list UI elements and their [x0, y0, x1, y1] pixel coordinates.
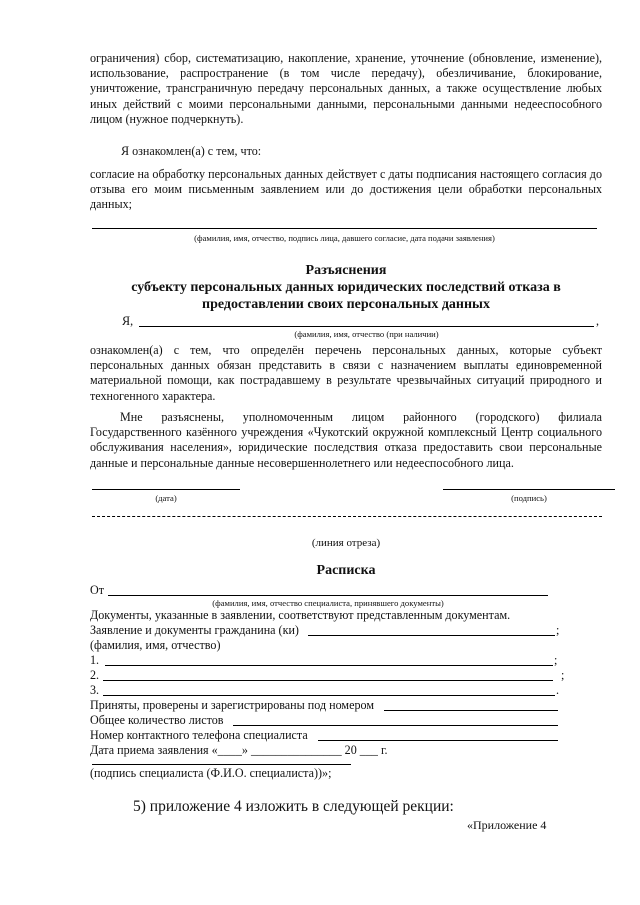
docs-match-row: Документы, указанные в заявлении, соответствуют представленным документам. — [90, 608, 511, 622]
registered-label: Приняты, проверены и зарегистрированы под номером — [90, 698, 374, 712]
application-label: Заявление и документы гражданина (ки) — [90, 623, 299, 637]
i-label: Я, — [122, 314, 134, 328]
doc-item-1-row — [90, 653, 570, 668]
signature-caption: (подпись) — [511, 493, 547, 503]
sheets-count-field[interactable] — [233, 725, 558, 726]
receipt-from-row — [90, 583, 570, 598]
explanations-subtitle-line-2: предоставлении своих персональных данных — [202, 297, 490, 312]
explanations-subtitle-line-1: субъекту персональных данных юридических последствий отказа в — [131, 280, 561, 295]
name-comma: , — [596, 314, 600, 328]
registration-number-field[interactable] — [384, 710, 558, 711]
consent-signature-line — [92, 228, 597, 229]
fio-label-row: (фамилия, имя, отчество) — [90, 638, 221, 652]
cut-dashed-line — [92, 516, 602, 517]
doc-item-1-end: ; — [554, 653, 558, 667]
application-row — [90, 623, 570, 638]
cut-line-label: (линия отреза) — [311, 537, 381, 549]
appendix-label: «Приложение 4 — [467, 818, 547, 832]
application-date-row: Дата приема заявления «____» _______________ 20 ___ г. — [90, 743, 388, 757]
citizen-name-field[interactable] — [308, 635, 555, 636]
receipt-title: Расписка — [316, 563, 376, 578]
signature-field[interactable] — [443, 489, 615, 490]
phone-row — [90, 728, 570, 743]
specialist-phone-field[interactable] — [318, 740, 558, 741]
doc-item-2-row — [90, 668, 570, 683]
consent-duration-paragraph: согласие на обработку персональных данных действует с даты подписания настоящего согласия до отзыва его моим письменным заявлением или до достижения цели обработки персональных данных; — [90, 167, 602, 212]
doc-item-3-end: . — [556, 683, 560, 697]
date-caption: (дата) — [155, 493, 177, 503]
doc-item-2-end: ; — [561, 668, 565, 682]
consent-signature-caption: (фамилия, имя, отчество, подпись лица, давшего согласие, дата подачи заявления) — [194, 233, 495, 243]
explanations-paragraph-1: ознакомлен(а) с тем, что определён перечень персональных данных, которые субъект персональных данных обязан представить в связи с назначением выплаты единовременной материальной помощи, как пострадавшему в результате чрезвычайных ситуаций природного и техногенного характера. — [90, 343, 602, 403]
doc-item-3-number: 3. — [90, 683, 100, 697]
specialist-signature-label: (подпись специалиста (Ф.И.О. специалиста))»; — [90, 766, 332, 780]
explanations-paragraph-2: Мне разъяснены, уполномоченным лицом районного (городского) филиала Государственного казённого учреждения «Чукотский окружной комплексный Центр социального обслуживания населения», юридические последствия отказа предоставить свои персональные данные и персональные данные несовершеннолетнего или недееспособного лица. — [90, 410, 602, 470]
explanations-title: Разъяснения — [305, 263, 387, 278]
declarant-name-caption: (фамилия, имя, отчество (при наличии) — [294, 329, 439, 339]
doc-item-3-row — [90, 683, 570, 698]
date-field[interactable] — [92, 489, 240, 490]
registered-row — [90, 698, 570, 713]
application-semicolon: ; — [556, 623, 560, 637]
declarant-name-field[interactable] — [139, 326, 594, 327]
sheets-row — [90, 713, 570, 728]
specialist-name-caption: (фамилия, имя, отчество специалиста, принявшего документы) — [212, 598, 444, 608]
consent-scope-paragraph: ограничения) сбор, систематизацию, накопление, хранение, уточнение (обновление, изменение), использование, распространение (в том числе передачу), обезличивание, блокирование, уничтожение, трансграничную передачу персональных данных, а также осуществление любых иных действий с моими персональными данными, персональными данными недееспособного лицом (нужное подчеркнуть). — [90, 51, 602, 126]
acknowledged-line: Я ознакомлен(а) с тем, что: — [121, 144, 262, 158]
specialist-signature-line[interactable] — [92, 764, 351, 765]
from-label: От — [90, 583, 105, 597]
amendment-line: 5) приложение 4 изложить в следующей рекции: — [133, 798, 454, 815]
doc-item-3-field[interactable] — [103, 695, 555, 696]
doc-item-2-number: 2. — [90, 668, 100, 682]
doc-item-1-number: 1. — [90, 653, 100, 667]
doc-item-2-field[interactable] — [103, 680, 553, 681]
specialist-name-field[interactable] — [108, 595, 548, 596]
sheets-label: Общее количество листов — [90, 713, 224, 727]
phone-label: Номер контактного телефона специалиста — [90, 728, 308, 742]
doc-item-1-field[interactable] — [105, 665, 553, 666]
